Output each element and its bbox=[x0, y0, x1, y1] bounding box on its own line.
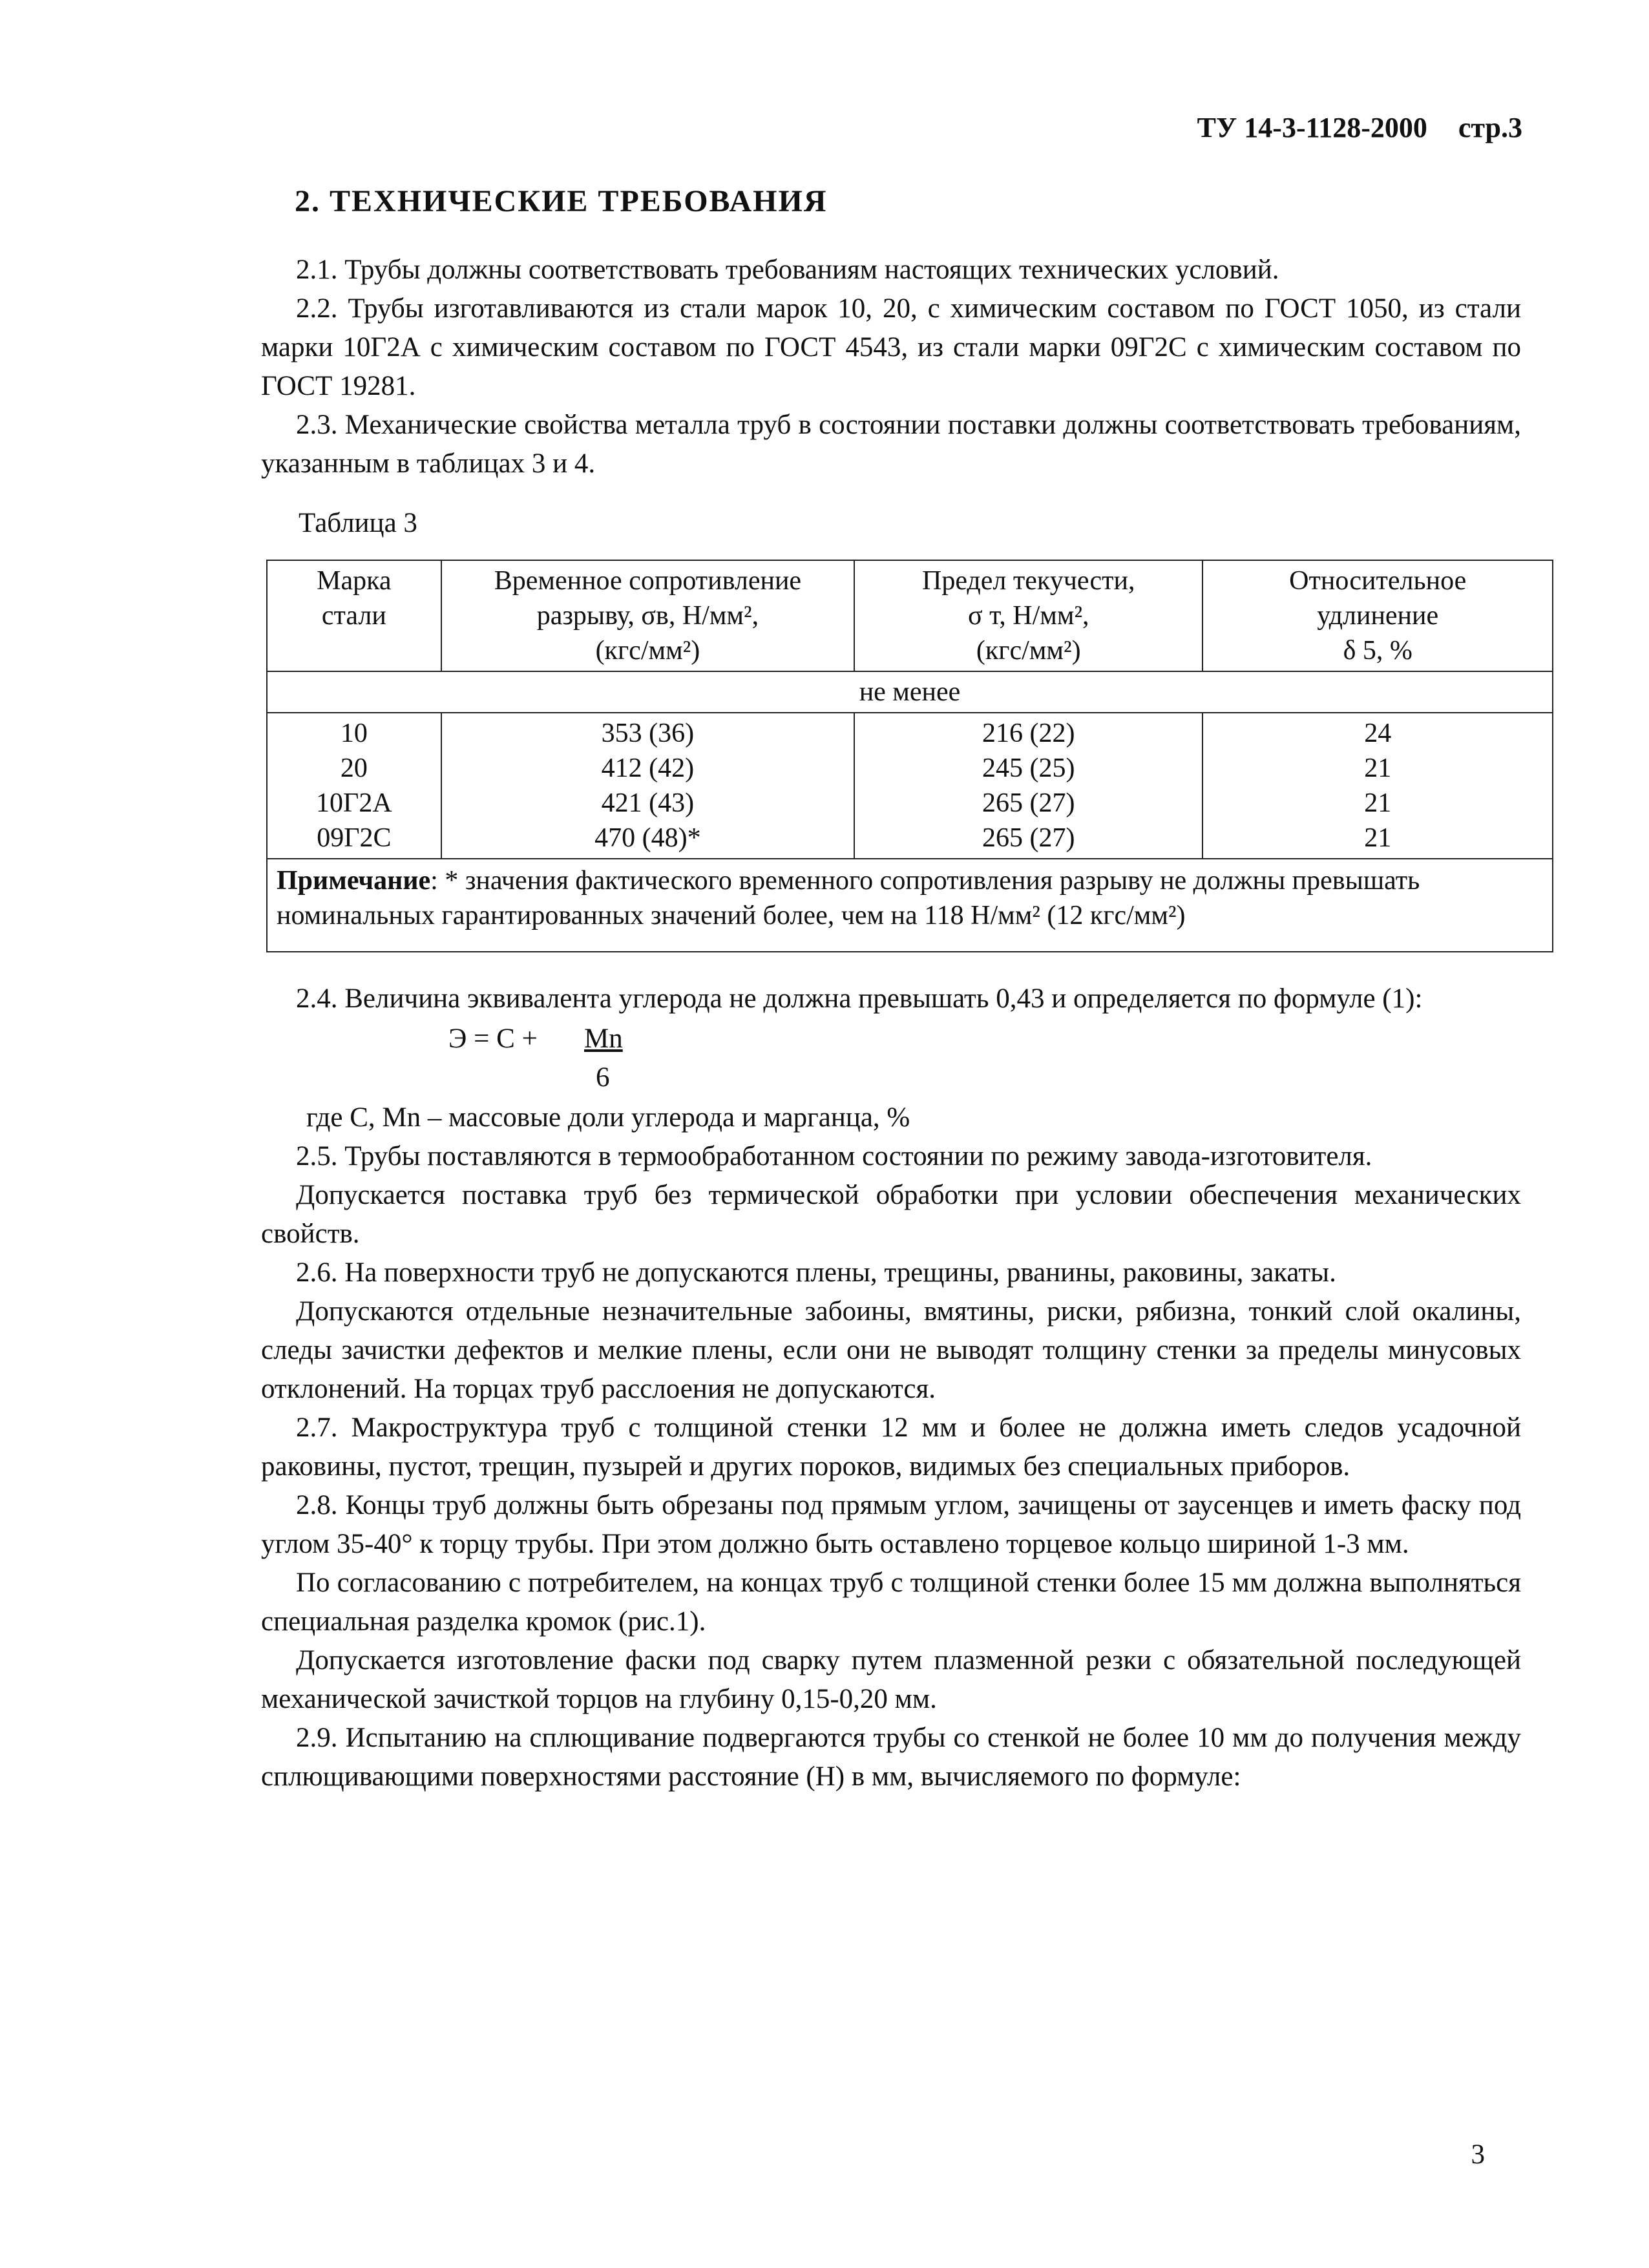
table-header-row bbox=[267, 560, 1553, 671]
subheader-min-values: не менее bbox=[267, 671, 1553, 713]
paragraph-2-9: 2.9. Испытанию на сплющивание подвергаются трубы со стенкой не более 10 мм до получения между сплющивающими поверхностями расстояние (Н) в мм, вычисляемого по формуле: bbox=[261, 1723, 1521, 1792]
section-title: 2. ТЕХНИЧЕСКИЕ ТРЕБОВАНИЯ bbox=[295, 184, 828, 218]
paragraph-2-8: 2.8. Концы труб должны быть обрезаны под прямым углом, зачищены от заусенцев и иметь фаску под углом 35-40° к торцу трубы. При этом должно быть оставлено торцевое кольцо шириной 1-3 мм. bbox=[261, 1490, 1521, 1559]
mechanical-properties-table bbox=[266, 560, 1553, 952]
column-elongation: 24 21 21 21 bbox=[1203, 713, 1553, 859]
column-tensile-strength: 353 (36) 412 (42) 421 (43) 470 (48)* bbox=[441, 713, 854, 859]
paragraph-2-3: 2.3. Механические свойства металла труб в состоянии поставки должны соответствовать требованиям, указанным в таблицах 3 и 4. bbox=[261, 410, 1521, 479]
paragraph-2-8-agreement: По согласованию с потребителем, на концах труб с толщиной стенки более 15 мм должна выполняться специальная разделка кромок (рис.1). bbox=[261, 1568, 1521, 1637]
header-yield-strength: Предел текучести, σ т, Н/мм², (кгс/мм²) bbox=[854, 560, 1203, 671]
formula-lhs: Э = С + bbox=[448, 1024, 538, 1054]
paragraph-2-1: 2.1. Трубы должны соответствовать требованиям настоящих технических условий. bbox=[296, 255, 1279, 285]
paragraph-2-5-allow: Допускается поставка труб без термической обработки при условии обеспечения механических свойств. bbox=[261, 1180, 1521, 1249]
header-steel-grade: Марка стали bbox=[267, 560, 441, 671]
paragraph-2-6-allow: Допускаются отдельные незначительные забоины, вмятины, риски, рябизна, тонкий слой окалины, следы зачистки дефектов и мелкие плены, если они не выводят толщину стенки за пределы минусовых отклонений. На торцах труб расслоения не допускаются. bbox=[261, 1296, 1521, 1404]
column-steel-grade: 10 20 10Г2А 09Г2С bbox=[267, 713, 441, 859]
formula-where: где С, Mn – массовые доли углерода и марганца, % bbox=[306, 1102, 910, 1133]
document-body bbox=[261, 251, 1521, 1796]
paragraph-2-6: 2.6. На поверхности труб не допускаются плены, трещины, рванины, раковины, закаты. bbox=[296, 1257, 1336, 1288]
table-data-row bbox=[267, 713, 1553, 859]
header-tensile-strength: Временное сопротивление разрыву, σв, Н/мм², (кгс/мм²) bbox=[441, 560, 854, 671]
formula-denominator: 6 bbox=[596, 1062, 610, 1093]
table-subheader-row bbox=[267, 671, 1553, 713]
paragraph-2-8-plasma: Допускается изготовление фаски под сварку путем плазменной резки с обязательной последующей механической зачисткой торцов на глубину 0,15-0,20 мм. bbox=[261, 1645, 1521, 1714]
doc-code: ТУ 14-3-1128-2000 bbox=[1197, 112, 1427, 143]
page-number: 3 bbox=[1471, 2139, 1485, 2170]
table-note bbox=[267, 859, 1553, 952]
paragraph-2-4: 2.4. Величина эквивалента углерода не должна превышать 0,43 и определяется по формуле (1): bbox=[296, 983, 1423, 1014]
note-text: : * значения фактического временного сопротивления разрыву не должны превышать номинальных гарантированных значений более, чем на 118 Н/мм² (12 кгс/мм²) bbox=[277, 866, 1420, 930]
paragraph-2-5: 2.5. Трубы поставляются в термообработанном состоянии по режиму завода-изготовителя. bbox=[296, 1141, 1372, 1171]
column-yield-strength: 216 (22) 245 (25) 265 (27) 265 (27) bbox=[854, 713, 1203, 859]
paragraph-2-2: 2.2. Трубы изготавливаются из стали марок 10, 20, с химическим составом по ГОСТ 1050, из стали марки 10Г2А с химическим составом по ГОСТ 4543, из стали марки 09Г2С с химическим составом по ГОСТ 19281. bbox=[261, 293, 1521, 401]
note-label: Примечание bbox=[277, 866, 431, 896]
page-header bbox=[1197, 111, 1522, 144]
carbon-equivalent-formula bbox=[448, 1020, 1521, 1097]
paragraph-2-7: 2.7. Макроструктура труб с толщиной стенки 12 мм и более не должна иметь следов усадочной раковины, пустот, трещин, пузырей и других пороков, видимых без специальных приборов. bbox=[261, 1412, 1521, 1482]
table-note-row bbox=[267, 859, 1553, 952]
table-caption: Таблица 3 bbox=[299, 508, 417, 538]
page-ref: стр.3 bbox=[1458, 112, 1522, 143]
formula-numerator: Mn bbox=[584, 1024, 623, 1054]
header-elongation: Относительное удлинение δ 5, % bbox=[1203, 560, 1553, 671]
